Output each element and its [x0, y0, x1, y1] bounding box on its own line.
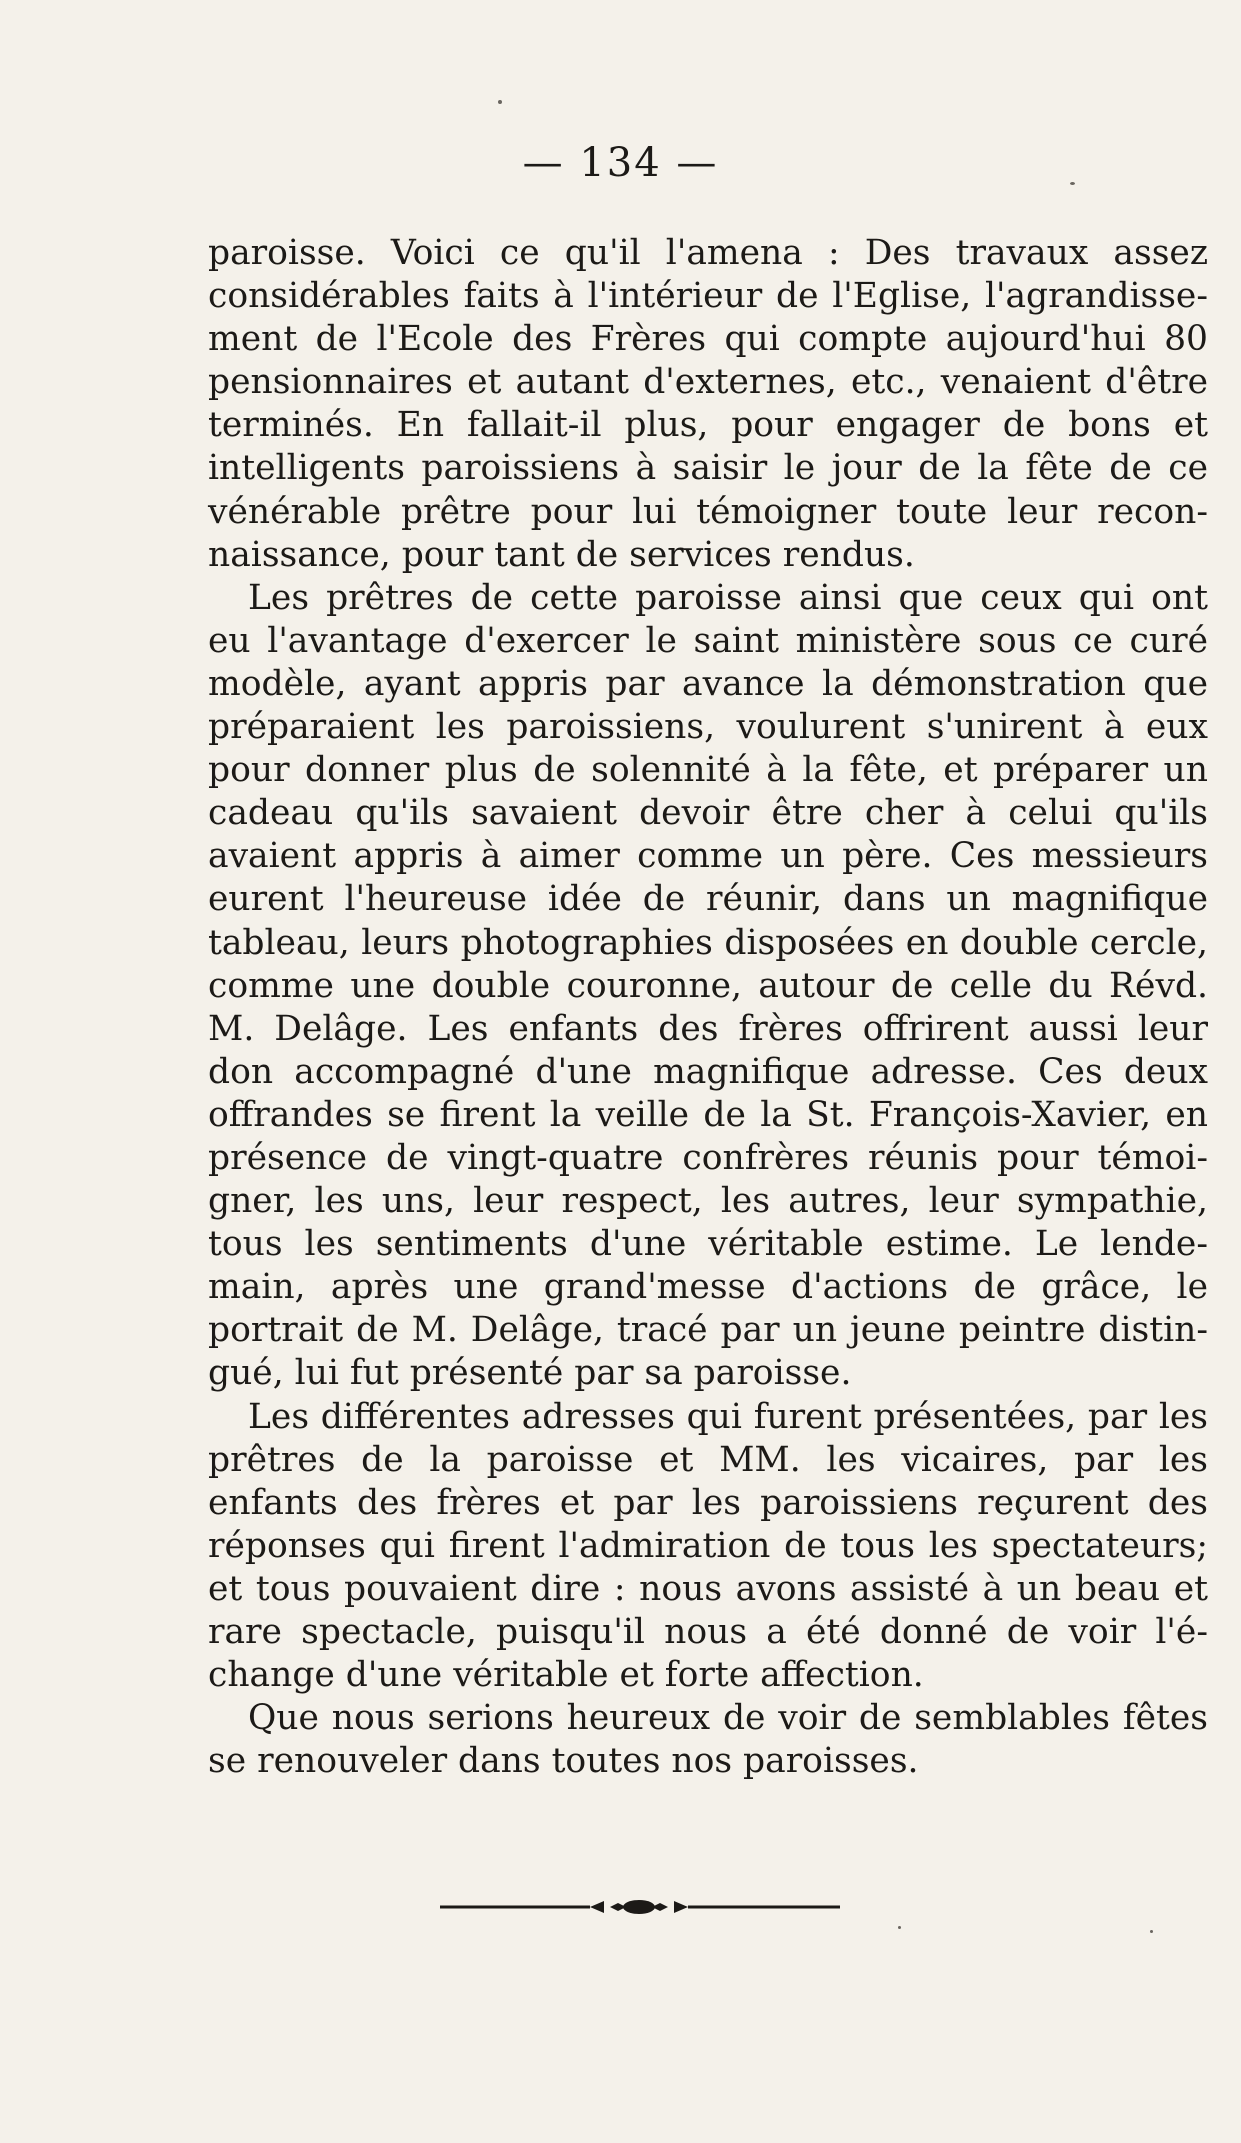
- line-text: prêtres de la paroisse et MM. les vicaires, par les: [208, 1439, 1208, 1480]
- text-line: [208, 534, 1208, 577]
- line-text: Les prêtres de cette paroisse ainsi que ceux qui ont: [248, 577, 1208, 618]
- text-line: [208, 1568, 1208, 1611]
- text-line: [208, 1008, 1208, 1051]
- text-line: [208, 878, 1208, 921]
- text-line: [208, 361, 1208, 404]
- line-text: enfants des frères et par les paroissiens reçurent des: [208, 1482, 1208, 1523]
- text-line: [208, 1611, 1208, 1654]
- line-text: eu l'avantage d'exercer le saint ministère sous ce curé: [208, 620, 1208, 661]
- line-text: main, après une grand'messe d'actions de grâce, le: [208, 1267, 1208, 1308]
- line-text: pour donner plus de solennité à la fête, et préparer un: [208, 750, 1208, 791]
- line-text: Que nous serions heureux de voir de semblables fêtes: [248, 1698, 1208, 1739]
- line-text: tableau, leurs photographies disposées en double cercle,: [208, 922, 1208, 963]
- text-line: [208, 835, 1208, 878]
- line-text: se renouveler dans toutes nos paroisses.: [208, 1741, 919, 1782]
- paragraph: [208, 1697, 1208, 1783]
- text-line: [208, 706, 1208, 749]
- line-text: offrandes se firent la veille de la St. François-Xavier, en: [208, 1094, 1208, 1135]
- line-text: pensionnaires et autant d'externes, etc., venaient d'être: [208, 362, 1208, 403]
- line-text: gner, les uns, leur respect, les autres, leur sympathie,: [208, 1181, 1208, 1222]
- text-line: [208, 1180, 1208, 1223]
- line-text: Les différentes adresses qui furent présentées, par les: [248, 1396, 1208, 1437]
- line-text: modèle, ayant appris par avance la démonstration que: [208, 663, 1208, 704]
- text-line: [208, 577, 1208, 620]
- text-line: [208, 1740, 1208, 1783]
- text-line: [208, 965, 1208, 1008]
- text-line: [208, 1094, 1208, 1137]
- text-line: [208, 792, 1208, 835]
- text-line: [208, 663, 1208, 706]
- line-text: ment de l'Ecole des Frères qui compte aujourd'hui 80: [208, 319, 1208, 360]
- line-text: portrait de M. Delâge, tracé par un jeune peintre distin-: [208, 1310, 1208, 1351]
- line-text: terminés. En fallait-il plus, pour engager de bons et: [208, 405, 1208, 446]
- text-line: [208, 1309, 1208, 1352]
- line-text: avaient appris à aimer comme un père. Ces messieurs: [208, 836, 1208, 877]
- line-text: et tous pouvaient dire : nous avons assisté à un beau et: [208, 1568, 1208, 1609]
- paragraph: [208, 232, 1208, 577]
- text-line: [208, 1396, 1208, 1439]
- line-text: rare spectacle, puisqu'il nous a été donné de voir l'é-: [208, 1612, 1208, 1652]
- line-text: intelligents paroissiens à saisir le jour de la fête de ce: [208, 448, 1208, 489]
- ink-speck: [1150, 1930, 1153, 1933]
- line-text: don accompagné d'une magnifique adresse. Ces deux: [208, 1051, 1208, 1092]
- text-line: [208, 922, 1208, 965]
- text-line: [208, 275, 1208, 318]
- body-text: [208, 232, 1208, 1783]
- text-line: [208, 232, 1208, 275]
- text-line: [208, 1137, 1208, 1180]
- line-text: eurent l'heureuse idée de réunir, dans un magnifique: [208, 879, 1208, 920]
- line-text: cadeau qu'ils savaient devoir être cher à celui qu'ils: [208, 793, 1208, 834]
- text-line: [208, 1352, 1208, 1395]
- paragraph: [208, 577, 1208, 1396]
- text-line: [208, 491, 1208, 534]
- ink-speck: [498, 100, 502, 104]
- text-line: [208, 1697, 1208, 1740]
- text-line: [208, 620, 1208, 663]
- line-text: présence de vingt-quatre confrères réunis pour témoi-: [208, 1137, 1208, 1178]
- text-line: [208, 447, 1208, 490]
- line-text: paroisse. Voici ce qu'il l'amena : Des travaux assez: [208, 233, 1208, 273]
- text-line: [208, 1051, 1208, 1094]
- line-text: comme une double couronne, autour de celle du Révd.: [208, 965, 1208, 1006]
- text-line: [208, 1654, 1208, 1697]
- line-text: vénérable prêtre pour lui témoigner toute leur recon-: [208, 491, 1208, 532]
- ornament-divider: [440, 1895, 840, 1919]
- text-line: [208, 749, 1208, 792]
- line-text: réponses qui firent l'admiration de tous les spectateurs;: [208, 1525, 1208, 1566]
- page-number: — 134 —: [522, 140, 719, 186]
- text-line: [208, 404, 1208, 447]
- paragraph: [208, 1396, 1208, 1698]
- text-line: [208, 318, 1208, 361]
- line-text: préparaient les paroissiens, voulurent s'unirent à eux: [208, 707, 1208, 748]
- line-text: naissance, pour tant de services rendus.: [208, 534, 915, 575]
- text-line: [208, 1525, 1208, 1568]
- text-line: [208, 1223, 1208, 1266]
- line-text: M. Delâge. Les enfants des frères offrirent aussi leur: [208, 1008, 1208, 1049]
- text-line: [208, 1266, 1208, 1309]
- line-text: tous les sentiments d'une véritable estime. Le lende-: [208, 1224, 1208, 1265]
- line-text: considérables faits à l'intérieur de l'Eglise, l'agrandisse-: [208, 276, 1208, 317]
- text-line: [208, 1482, 1208, 1525]
- line-text: change d'une véritable et forte affection.: [208, 1655, 924, 1696]
- line-text: gué, lui fut présenté par sa paroisse.: [208, 1353, 852, 1394]
- ink-speck: [898, 1926, 901, 1929]
- text-line: [208, 1439, 1208, 1482]
